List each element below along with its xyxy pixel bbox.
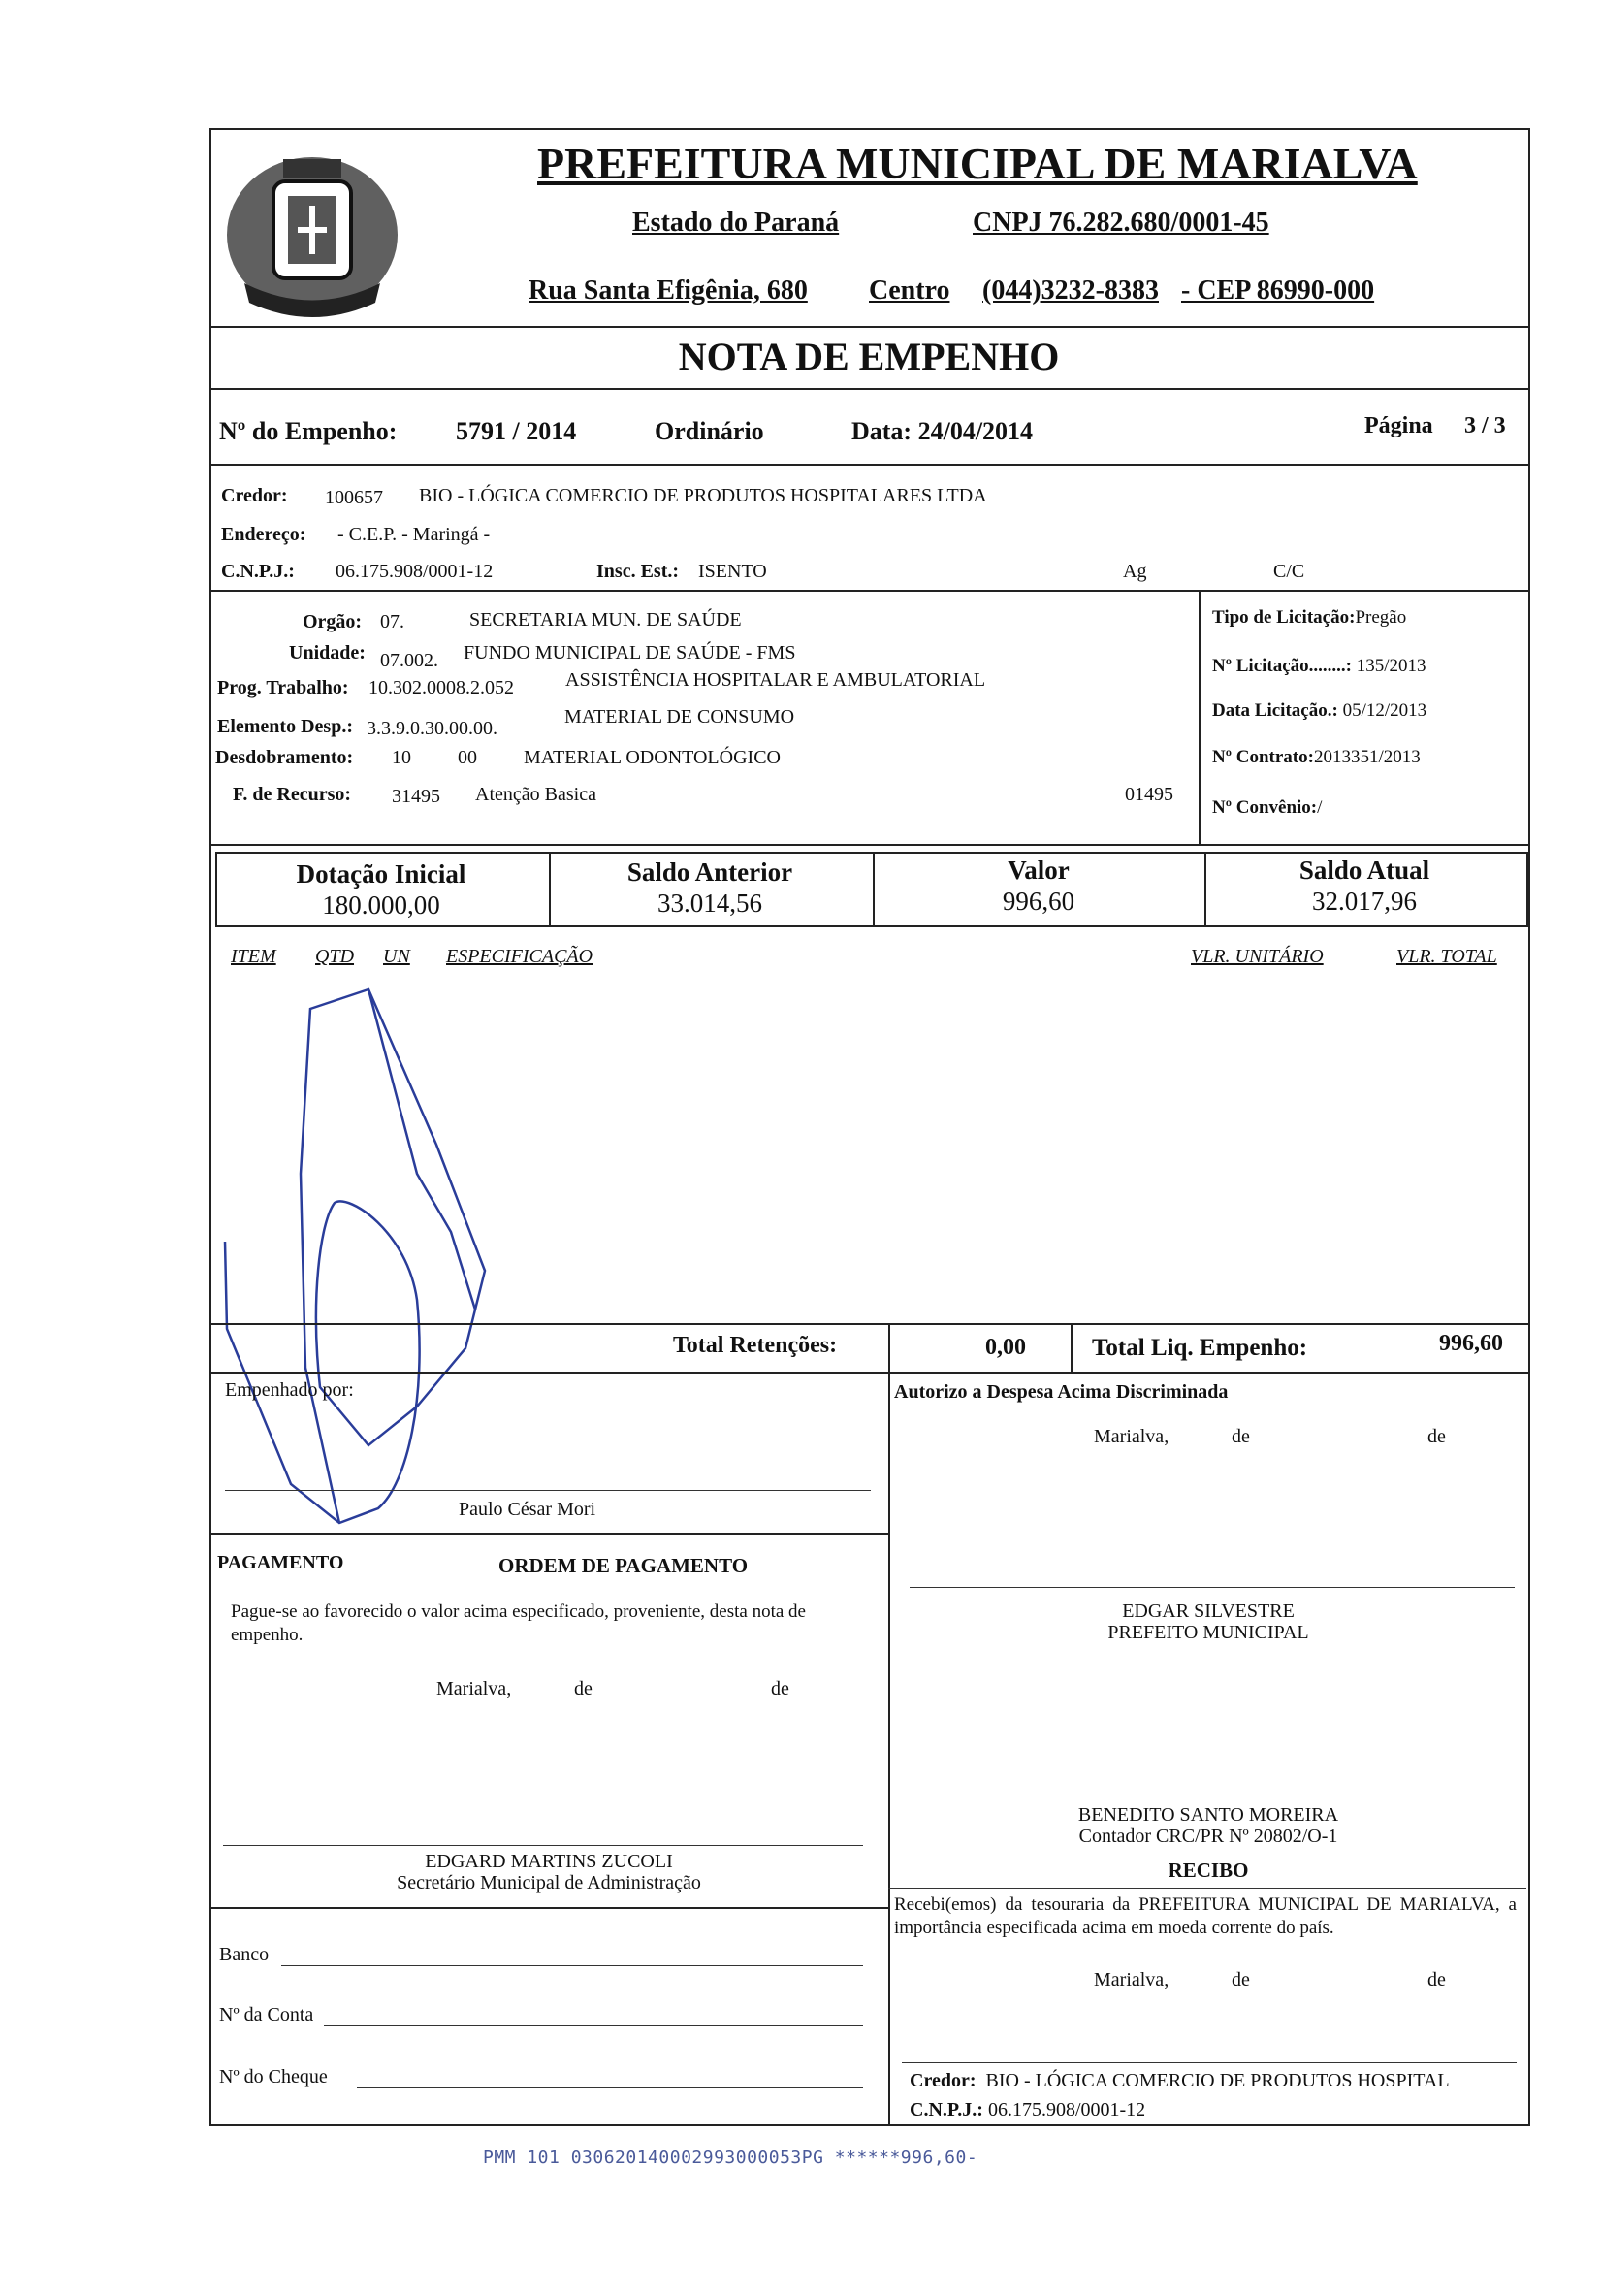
phone: (044)3232-8383 <box>982 275 1159 306</box>
district: Centro <box>869 275 950 306</box>
recibo-credor: Credor: BIO - LÓGICA COMERCIO DE PRODUTOS HOSPITAL <box>910 2070 1450 2091</box>
recibo-de-2: de <box>1427 1969 1446 1990</box>
elemento-code: 3.3.9.0.30.00.00. <box>367 718 497 739</box>
col-vlr-total: VLR. TOTAL <box>1396 946 1497 967</box>
unidade: FUNDO MUNICIPAL DE SAÚDE - FMS <box>464 642 796 663</box>
empenho-date: Data: 24/04/2014 <box>851 417 1034 445</box>
credor-cnpj: 06.175.908/0001-12 <box>336 561 494 582</box>
licitacao-contrato: Nº Contrato:2013351/2013 <box>1212 747 1421 767</box>
cheque-label: Nº do Cheque <box>219 2066 328 2087</box>
orgao-label: Orgão: <box>303 611 363 632</box>
auth-de-1: de <box>1232 1426 1250 1447</box>
unidade-code: 07.002. <box>380 650 438 671</box>
auth-city: Marialva, <box>1094 1426 1169 1447</box>
pag-de-2: de <box>771 1678 789 1699</box>
recibo-cnpj: C.N.P.J.: 06.175.908/0001-12 <box>910 2099 1146 2120</box>
dotacao-value: 180.000,00 <box>322 890 440 920</box>
empenhado-name: Paulo César Mori <box>459 1499 596 1520</box>
state-name: Estado do Paraná <box>632 208 840 238</box>
recibo-title: RECIBO <box>1168 1859 1249 1882</box>
recibo-text: Recebi(emos) da tesouraria da PREFEITURA MUNICIPAL DE MARIALVA, a importância especificada acima em moeda corrente do país. <box>894 1894 1517 1938</box>
desdobramento: MATERIAL ODONTOLÓGICO <box>524 747 781 768</box>
cancellation-scribble <box>213 980 640 1562</box>
doc-title: NOTA DE EMPENHO <box>678 335 1060 378</box>
prefeito-title: PREFEITO MUNICIPAL <box>1107 1622 1309 1643</box>
empenho-type: Ordinário <box>655 417 764 445</box>
saldo-anterior-label: Saldo Anterior <box>626 857 793 887</box>
credor-cnpj-label: C.N.P.J.: <box>221 561 295 582</box>
unidade-label: Unidade: <box>289 642 366 663</box>
total-retencoes-label: Total Retenções: <box>673 1333 838 1358</box>
ag-label: Ag <box>1123 561 1147 582</box>
insc: ISENTO <box>698 561 767 582</box>
licitacao-data: Data Licitação.: 05/12/2013 <box>1212 700 1427 721</box>
conta-label: Nº da Conta <box>219 2004 314 2025</box>
elemento: MATERIAL DE CONSUMO <box>564 706 795 728</box>
total-retencoes-value: 0,00 <box>985 1335 1026 1360</box>
prog-label: Prog. Trabalho: <box>217 677 349 698</box>
credor-code: 100657 <box>325 487 383 508</box>
prefeito-name: EDGAR SILVESTRE <box>1122 1601 1295 1622</box>
contador-title: Contador CRC/PR Nº 20802/O-1 <box>1078 1826 1338 1847</box>
banco-label: Banco <box>219 1944 270 1965</box>
endereco: - C.E.P. - Maringá - <box>337 524 491 545</box>
credor-name: BIO - LÓGICA COMERCIO DE PRODUTOS HOSPITALARES LTDA <box>419 485 987 506</box>
saldo-atual-label: Saldo Atual <box>1298 856 1430 885</box>
licitacao-numero: Nº Licitação........: 135/2013 <box>1212 656 1426 676</box>
address: Rua Santa Efigênia, 680 <box>529 275 808 306</box>
prog-code: 10.302.0008.2.052 <box>368 677 514 698</box>
recurso-label: F. de Recurso: <box>233 784 352 805</box>
col-item: ITEM <box>231 946 276 967</box>
col-qtd: QTD <box>315 946 355 967</box>
licitacao-tipo: Tipo de Licitação:Pregão <box>1212 607 1407 628</box>
municipality-title: PREFEITURA MUNICIPAL DE MARIALVA <box>537 139 1418 188</box>
endereco-label: Endereço: <box>221 524 306 545</box>
recibo-de-1: de <box>1232 1969 1250 1990</box>
auth-de-2: de <box>1427 1426 1446 1447</box>
empenho-number-label: Nº do Empenho: <box>219 417 398 445</box>
secretario-name: EDGARD MARTINS ZUCOLI <box>425 1851 673 1872</box>
recurso-extra-code: 01495 <box>1125 784 1173 805</box>
orgao: SECRETARIA MUN. DE SAÚDE <box>469 609 742 631</box>
recurso-code: 31495 <box>392 786 440 807</box>
desdobramento-label: Desdobramento: <box>215 747 354 768</box>
orgao-code: 07. <box>380 611 404 632</box>
pagamento-text: Pague-se ao favorecido o valor acima especificado, proveniente, desta nota de empenho. <box>231 1601 806 1645</box>
col-especificacao: ESPECIFICAÇÃO <box>446 946 593 967</box>
total-liq-value: 996,60 <box>1439 1331 1503 1356</box>
elemento-label: Elemento Desp.: <box>217 716 353 737</box>
recibo-city: Marialva, <box>1094 1969 1169 1990</box>
valor-label: Valor <box>1008 856 1070 885</box>
municipality-cnpj: CNPJ 76.282.680/0001-45 <box>973 208 1269 238</box>
page-label: Página <box>1364 413 1433 438</box>
ordem-pagamento-label: ORDEM DE PAGAMENTO <box>498 1554 749 1577</box>
page-number: 3 / 3 <box>1464 413 1506 438</box>
col-vlr-unitario: VLR. UNITÁRIO <box>1191 946 1324 967</box>
coat-of-arms-logo <box>215 138 409 332</box>
dotacao-label: Dotação Inicial <box>296 859 466 889</box>
saldo-anterior-value: 33.014,56 <box>657 889 762 918</box>
desdobramento-code1: 10 <box>392 747 411 768</box>
saldo-atual-value: 32.017,96 <box>1312 887 1417 916</box>
autorizo-text: Autorizo a Despesa Acima Discriminada <box>894 1381 1229 1403</box>
insc-label: Insc. Est.: <box>596 561 680 582</box>
cc-label: C/C <box>1273 561 1305 582</box>
pag-de-1: de <box>574 1678 593 1699</box>
empenho-number: 5791 / 2014 <box>456 417 577 445</box>
secretario-title: Secretário Municipal de Administração <box>397 1872 701 1893</box>
cep: - CEP 86990-000 <box>1181 275 1375 306</box>
pag-city: Marialva, <box>436 1678 512 1699</box>
pagamento-label: PAGAMENTO <box>217 1552 344 1573</box>
licitacao-convenio: Nº Convênio:/ <box>1212 797 1323 818</box>
empenhado-label: Empenhado por: <box>225 1379 354 1401</box>
contador-name: BENEDITO SANTO MOREIRA <box>1077 1804 1339 1826</box>
valor-value: 996,60 <box>1002 887 1075 916</box>
credor-label: Credor: <box>221 485 288 506</box>
col-un: UN <box>383 946 410 967</box>
desdobramento-code2: 00 <box>458 747 477 768</box>
recurso: Atenção Basica <box>475 784 596 805</box>
total-liq-label: Total Liq. Empenho: <box>1092 1335 1308 1361</box>
prog: ASSISTÊNCIA HOSPITALAR E AMBULATORIAL <box>565 669 986 691</box>
footer-code: PMM 101 030620140002993000053PG ******996,60- <box>483 2148 978 2168</box>
